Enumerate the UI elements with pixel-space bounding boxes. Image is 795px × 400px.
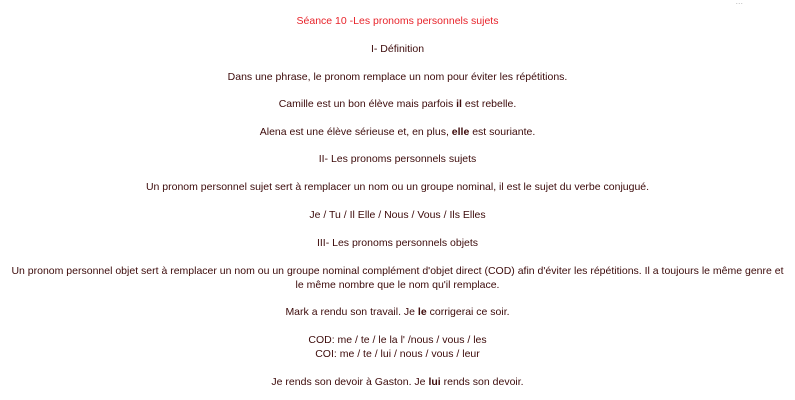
section-2-definition: Un pronom personnel sujet sert à remplacer un nom ou un groupe nominal, il est le sujet du verbe conjugué. xyxy=(145,181,650,193)
section-3-example-1 xyxy=(6,305,789,319)
document-title: Séance 10 -Les pronoms personnels sujets xyxy=(296,15,499,27)
example-text: corrigerai ce soir. xyxy=(426,306,510,318)
example-text: Alena est une élève sérieuse et, en plus, xyxy=(259,126,452,138)
section-3-example-2 xyxy=(6,375,789,389)
section-1-definition: Dans une phrase, le pronom remplace un nom pour éviter les répétitions. xyxy=(227,71,568,83)
corner-mark: ... xyxy=(735,0,743,6)
example-text: est souriante. xyxy=(469,126,536,138)
example-pronoun: elle xyxy=(451,126,470,138)
example-text: est rebelle. xyxy=(461,98,517,110)
section-1-heading: I- Définition xyxy=(370,43,425,55)
section-3-cod-list: COD: me / te / le la l' /nous / vous / les xyxy=(308,334,487,346)
section-1-example-2 xyxy=(6,125,789,139)
example-pronoun: lui xyxy=(428,376,441,388)
section-2-heading: II- Les pronoms personnels sujets xyxy=(318,153,477,165)
example-text: Mark a rendu son travail. Je xyxy=(285,306,418,318)
example-pronoun: le xyxy=(417,306,427,318)
example-text: rends son devoir. xyxy=(440,376,524,388)
section-3-coi-list: COI: me / te / lui / nous / vous / leur xyxy=(315,348,480,360)
section-2-pronoun-list: Je / Tu / Il Elle / Nous / Vous / Ils Elles xyxy=(309,209,486,221)
example-pronoun: il xyxy=(456,98,462,110)
section-3-heading: III- Les pronoms personnels objets xyxy=(316,237,479,249)
section-3-definition: Un pronom personnel objet sert à remplacer un nom ou un groupe nominal complément d'objet direct (COD) afin d'éviter les répétitions. Il a toujours le même genre et le même nombre que le nom qu'il remplace. xyxy=(11,265,784,291)
example-text: Camille est un bon élève mais parfois xyxy=(278,98,457,110)
section-1-example-1 xyxy=(6,97,789,111)
example-text: Je rends son devoir à Gaston. Je xyxy=(271,376,429,388)
